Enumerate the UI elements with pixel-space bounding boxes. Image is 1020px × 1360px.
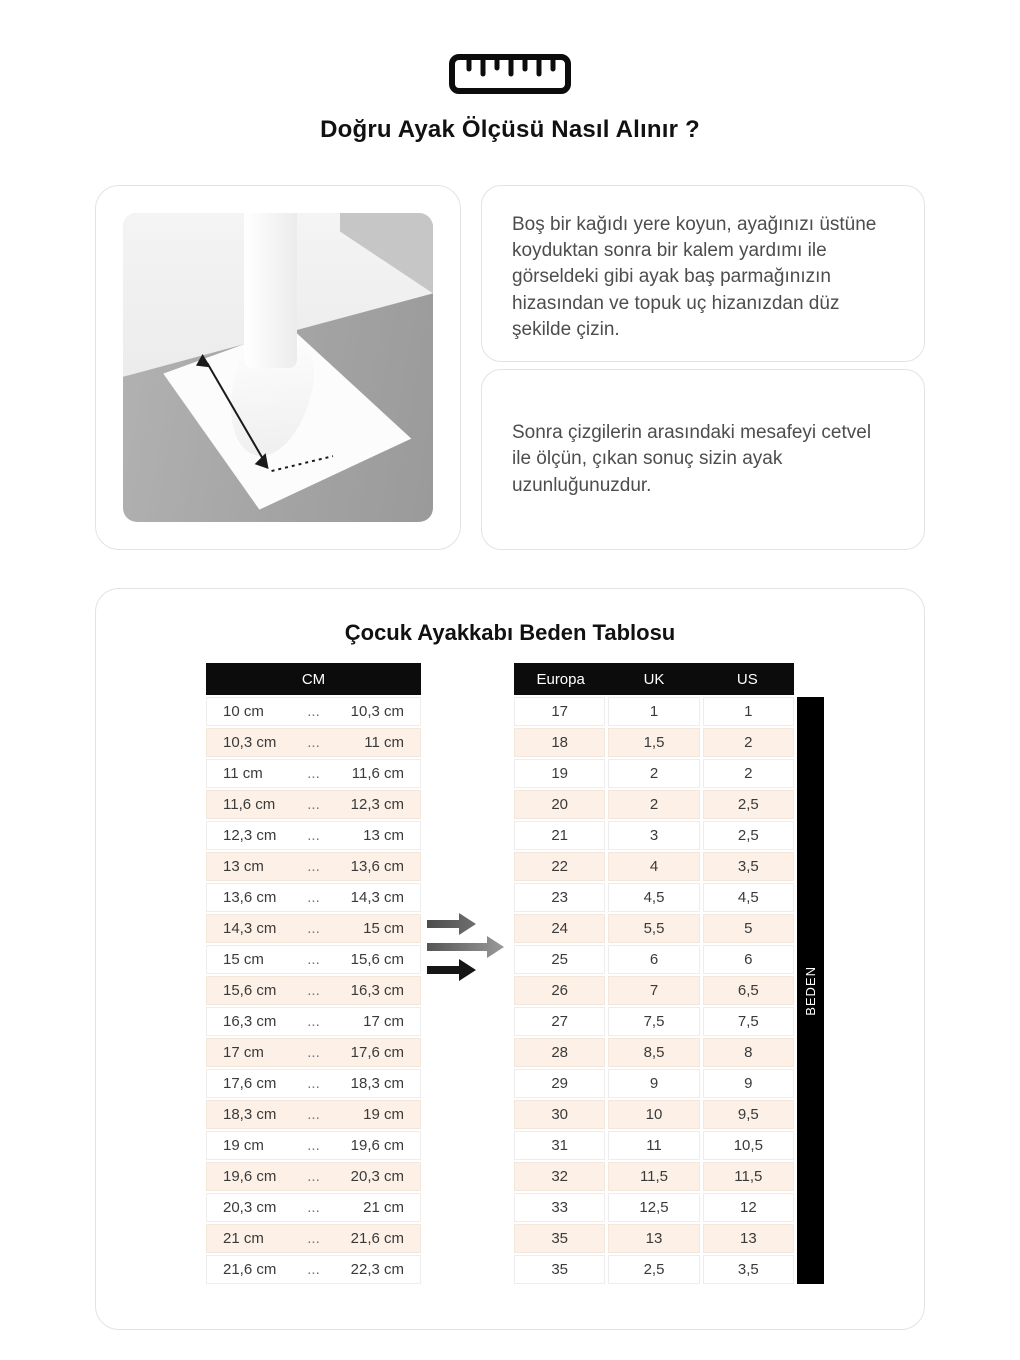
cell: 3,5 <box>703 1255 794 1284</box>
cell: 11,6 cm <box>351 765 404 782</box>
cell: ... <box>307 1013 320 1030</box>
cell: 9 <box>608 1069 699 1098</box>
cell: ... <box>307 1199 320 1216</box>
cell: 11,5 <box>608 1162 699 1191</box>
arrow-right-icon <box>427 913 509 981</box>
instruction-box-2 <box>481 369 925 550</box>
cell: 2 <box>703 759 794 788</box>
cell: 4,5 <box>703 883 794 912</box>
cell: 18 <box>514 728 605 757</box>
cell: 16,3 cm <box>350 982 404 999</box>
cell: 6 <box>608 945 699 974</box>
size-table-header <box>514 663 794 695</box>
instruction-box-1 <box>481 185 925 362</box>
cell: 15 cm <box>223 951 264 968</box>
cell: 1 <box>608 697 699 726</box>
table-row <box>206 728 421 757</box>
size-table-body <box>514 697 794 1284</box>
cell: 6,5 <box>703 976 794 1005</box>
cell: ... <box>307 858 320 875</box>
cell: 12,3 cm <box>223 827 277 844</box>
cell: 35 <box>514 1255 605 1284</box>
cell: 2 <box>608 790 699 819</box>
table-row <box>206 759 421 788</box>
cell: 31 <box>514 1131 605 1160</box>
cell: ... <box>307 1044 320 1061</box>
cell: 19 cm <box>363 1106 404 1123</box>
cell: 11,5 <box>703 1162 794 1191</box>
cell: 10,3 cm <box>350 703 404 720</box>
cell: 2,5 <box>703 790 794 819</box>
cell: 3,5 <box>703 852 794 881</box>
cell: 11 <box>608 1131 699 1160</box>
cell: 30 <box>514 1100 605 1129</box>
cell: 13,6 cm <box>350 858 404 875</box>
cell: ... <box>307 889 320 906</box>
cell: 20,3 cm <box>350 1168 404 1185</box>
instruction-cards <box>481 185 925 550</box>
size-conversion-table <box>514 663 794 1286</box>
beden-label-text: BEDEN <box>803 965 818 1016</box>
cell: 4,5 <box>608 883 699 912</box>
cell: 23 <box>514 883 605 912</box>
cell: 21,6 cm <box>223 1261 277 1278</box>
cell: 5 <box>703 914 794 943</box>
cell: 12,3 cm <box>350 796 404 813</box>
cell: 7,5 <box>703 1007 794 1036</box>
cell: 3 <box>608 821 699 850</box>
instruction-text-1: Boş bir kağıdı yere koyun, ayağınızı üstüne koyduktan sonra bir kalem yardımı ile görseldeki gibi ayak baş parmağınızın hizasından ve topuk uç hizanızdan düz şekilde çizin. <box>512 214 877 340</box>
cell: 7,5 <box>608 1007 699 1036</box>
cell: 15,6 cm <box>223 982 277 999</box>
table-row <box>206 1162 421 1191</box>
cell: 2,5 <box>703 821 794 850</box>
cell: ... <box>307 920 320 937</box>
header-us: US <box>736 670 758 688</box>
cell: 15,6 cm <box>350 951 404 968</box>
cell: 13 <box>703 1224 794 1253</box>
cell: 15 cm <box>363 920 404 937</box>
size-chart-card <box>95 588 925 1330</box>
cell: ... <box>307 1168 320 1185</box>
header-europa: Europa <box>536 670 585 688</box>
cell: 17,6 cm <box>350 1044 404 1061</box>
table-row <box>206 976 421 1005</box>
table-row <box>206 1069 421 1098</box>
cell: 7 <box>608 976 699 1005</box>
cell: 13,6 cm <box>223 889 277 906</box>
table-row <box>206 1007 421 1036</box>
cell: 11 cm <box>223 765 263 782</box>
cell: 35 <box>514 1224 605 1253</box>
cell: 9,5 <box>703 1100 794 1129</box>
cell: 18,3 cm <box>223 1106 277 1123</box>
table-row <box>206 883 421 912</box>
cell: 10 cm <box>223 703 264 720</box>
cell: 21 <box>514 821 605 850</box>
cell: ... <box>307 982 320 999</box>
cell: ... <box>307 734 320 751</box>
table-row <box>206 790 421 819</box>
cell: 25 <box>514 945 605 974</box>
header-uk: UK <box>643 670 665 688</box>
cell: 21 cm <box>223 1230 264 1247</box>
measurement-arrow <box>123 213 433 522</box>
cell: 17 cm <box>223 1044 264 1061</box>
cell: 1,5 <box>608 728 699 757</box>
cell: 12 <box>703 1193 794 1222</box>
cell: 13 <box>608 1224 699 1253</box>
intro-section <box>95 185 925 550</box>
cm-table-body <box>206 697 421 1284</box>
cell: 10 <box>608 1100 699 1129</box>
cell: 18,3 cm <box>350 1075 404 1092</box>
cell: 10,5 <box>703 1131 794 1160</box>
cell: 5,5 <box>608 914 699 943</box>
cell: 27 <box>514 1007 605 1036</box>
table-row <box>206 1131 421 1160</box>
cell: ... <box>307 1137 320 1154</box>
ruler-icon <box>0 0 1020 94</box>
mapping-arrows <box>421 663 514 1286</box>
cell: 9 <box>703 1069 794 1098</box>
cell: 4 <box>608 852 699 881</box>
cell: 19,6 cm <box>350 1137 404 1154</box>
cell: 21 cm <box>363 1199 404 1216</box>
cell: 13 cm <box>223 858 264 875</box>
table-row <box>206 821 421 850</box>
cell: 24 <box>514 914 605 943</box>
cm-table-header: CM <box>206 663 421 695</box>
cell: 22,3 cm <box>350 1261 404 1278</box>
cell: ... <box>307 827 320 844</box>
cell: 33 <box>514 1193 605 1222</box>
instruction-text-2: Sonra çizgilerin arasındaki mesafeyi cetvel ile ölçün, çıkan sonuç sizin ayak uzunluğunuzdur. <box>512 422 872 496</box>
cell: ... <box>307 703 320 720</box>
cell: ... <box>307 1075 320 1092</box>
cell: 20,3 cm <box>223 1199 277 1216</box>
cell: 19 cm <box>223 1137 264 1154</box>
cell: 8,5 <box>608 1038 699 1067</box>
cell: ... <box>307 951 320 968</box>
cell: 11,6 cm <box>223 796 276 813</box>
table-row <box>206 1193 421 1222</box>
cell: 17 <box>514 697 605 726</box>
cell: 16,3 cm <box>223 1013 277 1030</box>
cell: ... <box>307 796 320 813</box>
cell: 26 <box>514 976 605 1005</box>
table-row <box>206 1100 421 1129</box>
cell: 32 <box>514 1162 605 1191</box>
cell: ... <box>307 1261 320 1278</box>
table-row <box>206 1255 421 1284</box>
cell: 20 <box>514 790 605 819</box>
size-chart-title: Çocuk Ayakkabı Beden Tablosu <box>344 620 676 645</box>
cell: 14,3 cm <box>350 889 404 906</box>
cell: 8 <box>703 1038 794 1067</box>
cell: 29 <box>514 1069 605 1098</box>
size-tables <box>96 663 924 1286</box>
cell: 10,3 cm <box>223 734 277 751</box>
cell: 21,6 cm <box>350 1230 404 1247</box>
cell: 2,5 <box>608 1255 699 1284</box>
cell: 28 <box>514 1038 605 1067</box>
cell: ... <box>307 1230 320 1247</box>
table-row <box>206 945 421 974</box>
foot-measurement-photo <box>123 213 433 522</box>
page-title: Doğru Ayak Ölçüsü Nasıl Alınır ? <box>320 116 700 143</box>
cell: 11 cm <box>364 734 404 751</box>
cell: 12,5 <box>608 1193 699 1222</box>
table-row <box>206 914 421 943</box>
cell: 13 cm <box>363 827 404 844</box>
cm-table <box>206 663 421 1286</box>
cell: 1 <box>703 697 794 726</box>
table-row <box>206 1224 421 1253</box>
cell: 2 <box>608 759 699 788</box>
foot-measurement-photo-card <box>95 185 461 550</box>
cell: 19 <box>514 759 605 788</box>
cell: 19,6 cm <box>223 1168 277 1185</box>
cell: 17,6 cm <box>223 1075 277 1092</box>
cell: 22 <box>514 852 605 881</box>
cell: 6 <box>703 945 794 974</box>
beden-vertical-label <box>797 697 824 1284</box>
cell: 2 <box>703 728 794 757</box>
table-row <box>206 697 421 726</box>
table-row <box>206 852 421 881</box>
cell: ... <box>307 765 320 782</box>
cell: ... <box>307 1106 320 1123</box>
cell: 17 cm <box>363 1013 404 1030</box>
table-row <box>206 1038 421 1067</box>
cell: 14,3 cm <box>223 920 277 937</box>
